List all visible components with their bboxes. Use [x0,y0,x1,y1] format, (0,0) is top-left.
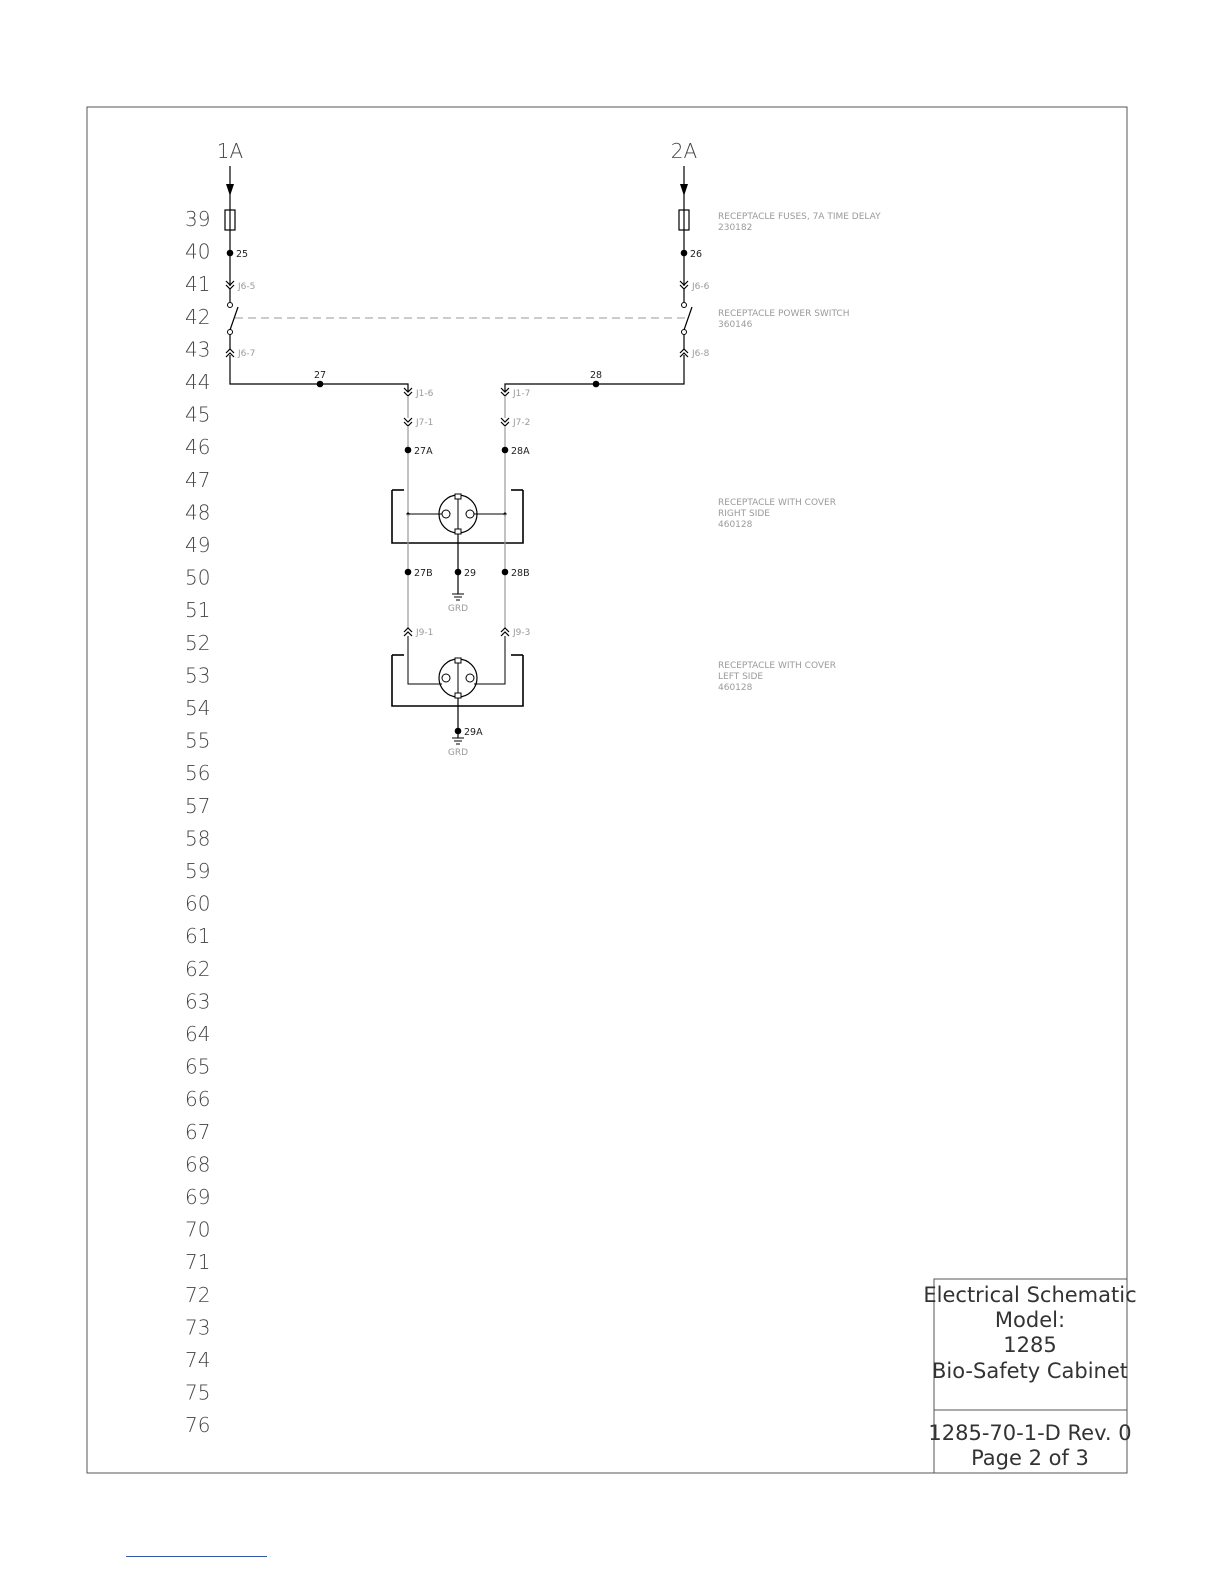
row-number: 60 [185,891,211,916]
row-number: 48 [185,500,211,525]
row-number: 71 [185,1250,211,1275]
row-number: 56 [185,761,211,786]
row-number: 42 [185,304,211,329]
row-number: 61 [185,924,211,949]
connector-j7-1-icon [404,418,412,426]
row-number: 51 [185,598,211,623]
node-28a [502,447,509,454]
connector-label-j6-5: J6-5 [238,282,256,292]
row-number: 49 [185,533,211,557]
wire-label-28: 28 [589,370,603,381]
row-number: 69 [185,1185,211,1209]
row-number: 64 [185,1022,211,1046]
row-number: 73 [185,1315,211,1340]
annotation-receptacle-left-side: LEFT SIDE [718,672,764,682]
row-number: 74 [185,1348,211,1372]
title-block [923,1279,1136,1473]
annotation-receptacle-right-side: RIGHT SIDE [718,509,770,519]
connector-label-j9-1: J9-1 [416,628,434,638]
input-arrow-left [226,166,234,196]
row-numbers [185,207,210,1437]
receptacle-left-side-icon [392,636,523,706]
row-number: 72 [185,1282,211,1307]
annotation-fuses-title: RECEPTACLE FUSES, 7A TIME DELAY [718,212,881,222]
wire-label-27: 27 [313,370,327,381]
switch-right-icon [682,289,693,349]
row-number: 44 [185,370,211,394]
row-number: 54 [185,696,211,720]
connector-label-j6-7: J6-7 [238,349,256,359]
row-number: 43 [185,337,211,362]
annotation-receptacle-right-part: 460128 [718,520,753,530]
row-number: 47 [185,467,211,492]
connector-j9-1-icon [404,628,412,636]
row-number: 57 [185,793,211,818]
annotation-receptacle-left-part: 460128 [718,683,753,693]
annotation-receptacle-right-title: RECEPTACLE WITH COVER [718,498,836,508]
ground-label-1: GRD [447,604,469,614]
input-arrow-right [680,166,688,196]
row-number: 53 [185,663,211,688]
row-number: 75 [185,1380,211,1405]
title-block-product: Bio-Safety Cabinet [931,1359,1129,1383]
wire-label-25: 25 [236,249,249,260]
fuse-right [679,196,689,286]
switch-left-icon [228,289,239,349]
row-number: 39 [185,207,211,231]
fuse-left [225,196,235,286]
annotation-switch-part: 360146 [718,320,753,330]
title-block-page: Page 2 of 3 [971,1446,1089,1470]
row-number: 59 [185,859,211,883]
input-label-left: 1A [216,139,244,163]
connector-label-j7-1: J7-1 [416,418,434,428]
wire-label-29a: 29A [464,727,483,738]
row-number: 62 [185,956,211,981]
row-number: 50 [185,565,211,590]
row-number: 68 [185,1152,211,1177]
row-number: 70 [185,1217,211,1242]
node-28 [593,381,600,388]
connector-label-j6-8: J6-8 [692,349,710,359]
connector-label-j1-6: J1-6 [416,389,434,399]
sheet-border [87,107,1127,1473]
ground-icon [452,594,464,600]
connector-label-j6-6: J6-6 [692,282,710,292]
row-number: 76 [185,1413,211,1438]
connector-label-j9-3: J9-3 [513,628,531,638]
wire-label-29: 29 [464,568,477,579]
row-number: 40 [185,239,211,264]
row-number: 58 [185,826,211,851]
wire-label-26: 26 [690,249,703,260]
wire-label-28b: 28B [511,568,530,579]
node-27 [317,381,324,388]
wire-label-27b: 27B [414,568,433,579]
wire-label-27a: 27A [414,446,433,457]
ground-label-2: GRD [447,748,469,758]
footer-underline [126,1556,267,1557]
row-number: 46 [185,435,211,460]
row-number: 45 [185,402,211,427]
title-block-title: Electrical Schematic [923,1283,1137,1307]
node-29 [455,569,462,576]
row-number: 65 [185,1054,211,1079]
row-number: 52 [185,630,211,655]
connector-label-j7-2: J7-2 [513,418,531,428]
connector-label-j1-7: J1-7 [513,389,531,399]
connector-j7-2-icon [501,418,509,426]
row-number: 63 [185,989,211,1014]
ground-icon [452,738,464,744]
row-number: 41 [185,272,211,297]
node-29a [455,728,462,735]
input-label-right: 2A [670,139,698,163]
title-block-doc-number: 1285-70-1-D Rev. 0 [928,1421,1132,1445]
title-block-model-number: 1285 [1003,1333,1057,1357]
row-number: 55 [185,728,211,753]
node-28b [502,569,509,576]
row-number: 67 [185,1119,211,1144]
title-block-model-label: Model: [994,1308,1066,1332]
wire-label-28a: 28A [511,446,530,457]
node-26 [681,250,688,257]
node-27a [405,447,412,454]
connector-j9-3-icon [501,628,509,636]
annotation-receptacle-left-title: RECEPTACLE WITH COVER [718,661,836,671]
annotation-fuses-part: 230182 [718,223,753,233]
row-number: 66 [185,1087,211,1112]
annotation-switch-title: RECEPTACLE POWER SWITCH [718,309,850,319]
node-25 [227,250,234,257]
node-27b [405,569,412,576]
